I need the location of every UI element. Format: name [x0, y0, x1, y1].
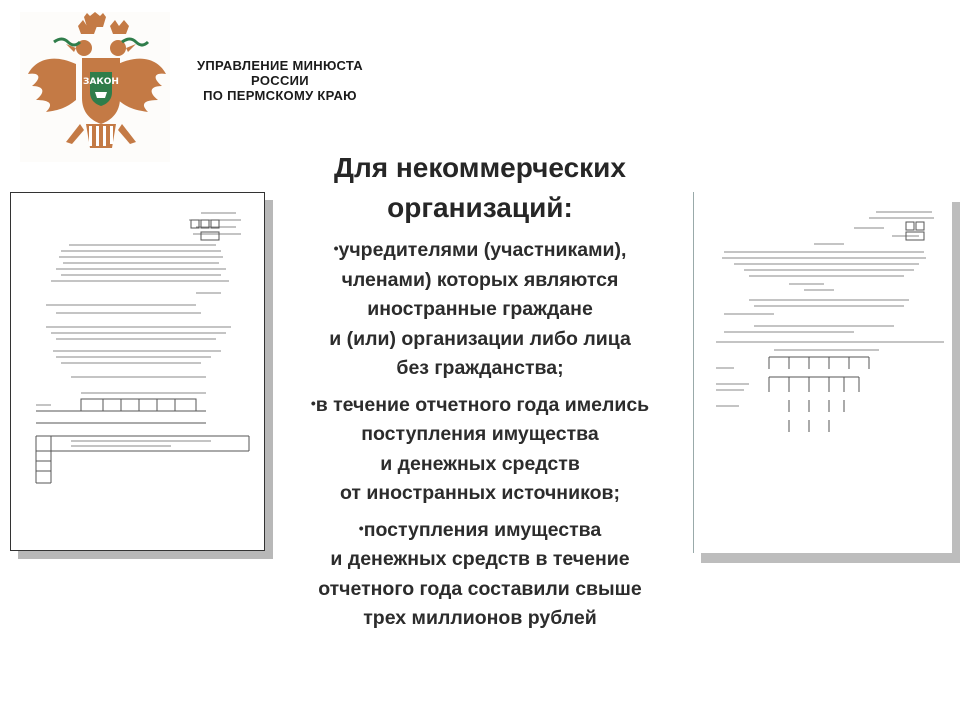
bullet-2-line-3: и денежных средств: [380, 452, 580, 475]
heading-line-1: Для некоммерческих: [334, 152, 626, 183]
list-item: [270, 234, 690, 384]
report-form-thumbnail-right: [693, 192, 952, 553]
emblem-text: ЗАКОН: [83, 77, 119, 87]
section-heading: [270, 148, 690, 228]
bullet-3-line-4: трех миллионов рублей: [363, 607, 597, 629]
bullet-marker: •: [310, 394, 316, 411]
report-form-icon: [11, 193, 264, 550]
bullet-marker: •: [333, 240, 339, 256]
report-form-thumbnail-left: [10, 192, 265, 551]
bullet-1-line-5: без гражданства;: [396, 357, 564, 379]
bullet-2-line-1: в течение отчетного года имелись: [315, 393, 650, 416]
bullet-3-line-1: поступления имущества: [363, 518, 602, 541]
bullet-1-line-2: членами) которых являются: [341, 268, 619, 291]
double-headed-eagle-icon: [20, 12, 170, 162]
bullet-1-line-3: иностранные граждане: [367, 298, 593, 320]
criteria-list: [270, 234, 690, 634]
emblem-logo: [20, 12, 170, 162]
bullet-1-line-4: и (или) организации либо лица: [329, 327, 631, 350]
organization-title: [170, 58, 390, 103]
org-title-line-3: ПО ПЕРМСКОМУ КРАЮ: [203, 88, 357, 103]
org-title-line-2: РОССИИ: [251, 73, 309, 88]
bullet-2-line-2: поступления имущества: [361, 423, 599, 445]
list-item: [270, 389, 690, 509]
report-form-icon: [694, 192, 952, 553]
org-title-line-1: УПРАВЛЕНИЕ МИНЮСТА: [197, 58, 363, 73]
bullet-marker: •: [358, 519, 364, 536]
bullet-3-line-2: и денежных средств в течение: [330, 548, 630, 570]
main-content: [270, 148, 690, 639]
bullet-2-line-4: от иностранных источников;: [340, 482, 620, 504]
bullet-3-line-3: отчетного года составили свыше: [318, 577, 642, 600]
list-item: [270, 514, 690, 634]
heading-line-2: организаций:: [387, 192, 573, 223]
bullet-1-line-1: учредителями (участниками),: [338, 239, 627, 261]
